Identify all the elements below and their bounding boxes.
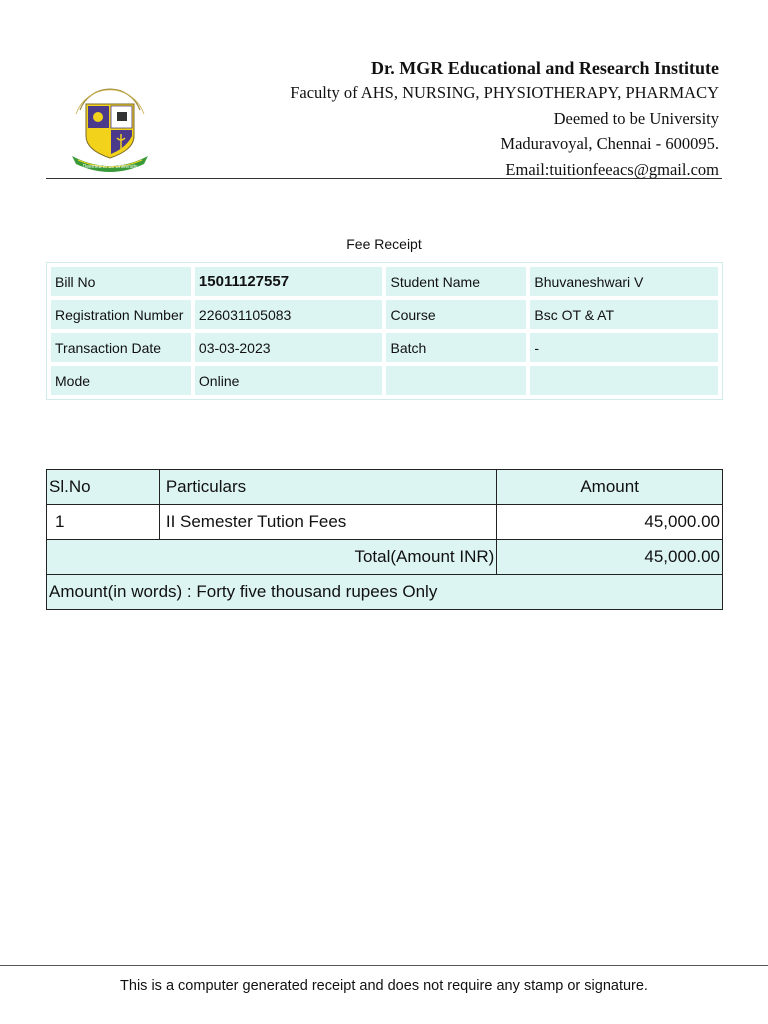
registration-number-value: 226031105083 [195,300,383,329]
mode-label: Mode [51,366,191,395]
empty-cell [530,366,718,395]
batch-value: - [530,333,718,362]
logo-ribbon-text: Deemed to be University [82,164,138,170]
row-slno: 1 [47,505,160,540]
receipt-header [46,52,722,179]
faculty-line: Faculty of AHS, NURSING, PHYSIOTHERAPY, PHARMACY [290,83,719,102]
info-row [51,267,718,296]
slno-header: Sl.No [47,470,160,505]
registration-number-label: Registration Number [51,300,191,329]
course-value: Bsc OT & AT [530,300,718,329]
total-label: Total(Amount INR) [47,540,497,575]
footer-note: This is a computer generated receipt and does not require any stamp or signature. [120,978,648,994]
empty-cell [386,366,526,395]
institute-details [290,56,719,182]
row-amount: 45,000.00 [497,505,723,540]
particulars-header-row [47,470,723,505]
row-particular: II Semester Tution Fees [159,505,496,540]
bill-no-label: Bill No [51,267,191,296]
course-label: Course [386,300,526,329]
footer-divider [0,965,768,966]
particulars-table [46,469,723,610]
info-row [51,300,718,329]
amount-in-words-row [47,575,723,610]
info-row [51,366,718,395]
student-name-value: Bhuvaneshwari V [530,267,718,296]
receipt-info-table [46,262,723,400]
institute-logo [68,78,152,172]
transaction-date-value: 03-03-2023 [195,333,383,362]
amount-header: Amount [497,470,723,505]
receipt-title: Fee Receipt [346,236,422,252]
info-row [51,333,718,362]
institute-email: Email:tuitionfeeacs@gmail.com [505,159,719,179]
particulars-header: Particulars [159,470,496,505]
student-name-label: Student Name [386,267,526,296]
mode-value: Online [195,366,383,395]
university-status: Deemed to be University [553,108,719,128]
total-amount: 45,000.00 [497,540,723,575]
amount-in-words: Amount(in words) : Forty five thousand rupees Only [47,575,723,610]
institute-name: Dr. MGR Educational and Research Institute [370,58,719,78]
institute-address: Maduravoyal, Chennai - 600095. [500,134,719,153]
table-row [47,505,723,540]
batch-label: Batch [386,333,526,362]
total-row [47,540,723,575]
bill-no-value: 15011127557 [195,267,383,296]
transaction-date-label: Transaction Date [51,333,191,362]
